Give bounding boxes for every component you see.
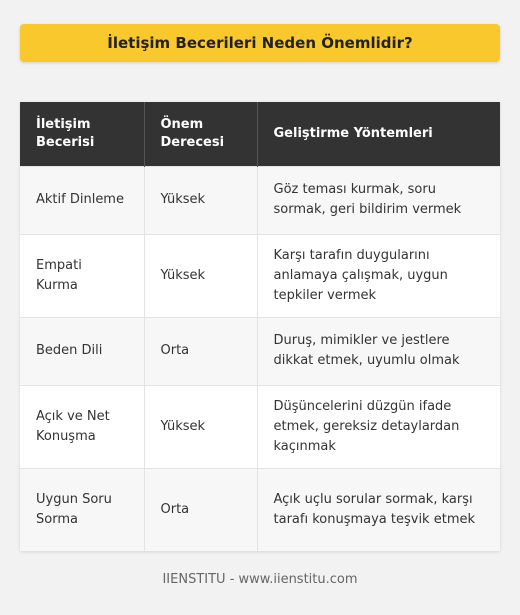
header-methods: Geliştirme Yöntemleri — [257, 102, 500, 166]
footer-credit: IIENSTITU - www.iienstitu.com — [162, 572, 358, 587]
cell-importance: Yüksek — [144, 234, 257, 317]
cell-methods: Karşı tarafın duygularını anlamaya çalışmak, uygun tepkiler vermek — [257, 234, 500, 317]
cell-skill: Açık ve Net Konuşma — [20, 385, 144, 468]
table-row — [20, 166, 500, 234]
cell-importance: Orta — [144, 317, 257, 385]
table-row — [20, 234, 500, 317]
cell-skill: Empati Kurma — [20, 234, 144, 317]
cell-skill: Beden Dili — [20, 317, 144, 385]
cell-methods: Düşüncelerini düzgün ifade etmek, gereksiz detaylardan kaçınmak — [257, 385, 500, 468]
cell-importance: Yüksek — [144, 166, 257, 234]
table-row — [20, 468, 500, 551]
page-title: İletişim Becerileri Neden Önemlidir? — [107, 34, 413, 52]
table-header-row — [20, 102, 500, 166]
table-row — [20, 385, 500, 468]
header-importance: Önem Derecesi — [144, 102, 257, 166]
table-row — [20, 317, 500, 385]
skills-table-container — [20, 102, 500, 551]
cell-skill: Uygun Soru Sorma — [20, 468, 144, 551]
cell-importance: Yüksek — [144, 385, 257, 468]
cell-methods: Göz teması kurmak, soru sormak, geri bildirim vermek — [257, 166, 500, 234]
title-banner — [20, 24, 500, 62]
skills-table — [20, 102, 500, 551]
cell-methods: Duruş, mimikler ve jestlere dikkat etmek, uyumlu olmak — [257, 317, 500, 385]
header-skill: İletişim Becerisi — [20, 102, 144, 166]
cell-methods: Açık uçlu sorular sormak, karşı tarafı konuşmaya teşvik etmek — [257, 468, 500, 551]
cell-importance: Orta — [144, 468, 257, 551]
cell-skill: Aktif Dinleme — [20, 166, 144, 234]
